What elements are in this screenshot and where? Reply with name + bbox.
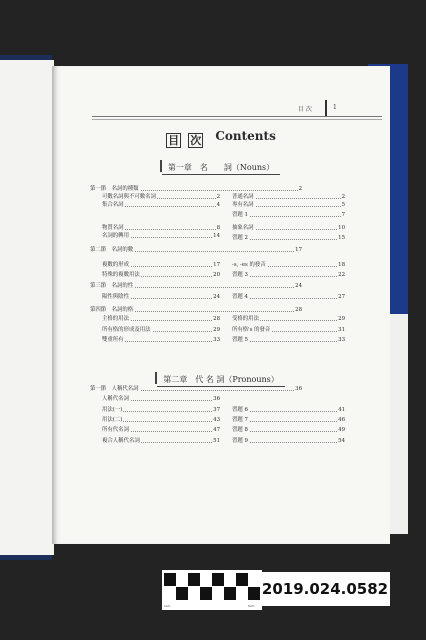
- toc-entry-title: 第一節 人稱代名詞: [90, 386, 139, 392]
- toc-entry-title: 習題 9: [232, 438, 248, 444]
- left-toc-entry: [90, 247, 302, 254]
- toc-entry-page: 29: [338, 316, 345, 322]
- page-title: [52, 129, 390, 148]
- left-toc-entry: [90, 186, 302, 193]
- toc-entry-title: 抽象名詞: [232, 225, 254, 231]
- right-toc-entry: [232, 272, 345, 279]
- ruler-square: [164, 587, 176, 600]
- toc-entry-page: 31: [338, 327, 345, 333]
- left-toc-entry: [102, 294, 220, 301]
- ruler-square: [212, 573, 224, 586]
- left-toc-entry: [102, 407, 220, 414]
- toc-entry-page: 54: [338, 438, 345, 444]
- ruler-square: [236, 587, 248, 600]
- toc-entry-page: 22: [338, 272, 345, 278]
- toc-entry-title: 習題 2: [232, 235, 248, 241]
- toc-entry-page: 27: [338, 294, 345, 300]
- toc-entry-title: 普通名詞: [232, 194, 254, 200]
- chapter-heading-2: 第二章 代 名 詞（Pronouns）: [52, 374, 390, 387]
- title-char-2: 次: [190, 134, 202, 147]
- toc-entry-title: 所有格's 的發音: [232, 327, 271, 333]
- ruler-square: [188, 573, 200, 586]
- left-toc-entry: [102, 225, 220, 232]
- toc-entry-title: 主格的用法: [102, 316, 129, 322]
- toc-entry-title: 所有代名詞: [102, 427, 129, 433]
- header-bar: [325, 100, 327, 116]
- right-toc-entry: [232, 294, 345, 301]
- toc-entry-page: 29: [213, 327, 220, 333]
- left-toc-entry: [102, 327, 220, 334]
- left-toc-entry: [102, 202, 220, 209]
- toc-entry-page: 28: [213, 316, 220, 322]
- toc-entry-page: 47: [213, 427, 220, 433]
- toc-entry-page: 43: [213, 417, 220, 423]
- toc-entry-title: 名詞的轉用: [102, 233, 129, 239]
- toc-entry-title: 第一節 名詞的種類: [90, 186, 139, 192]
- header-rule-secondary: [92, 119, 382, 120]
- ruler-square: [188, 587, 200, 600]
- toc-entry-title: 第四節 名詞的格: [90, 307, 134, 313]
- toc-entry-page: 20: [213, 272, 220, 278]
- toc-entry-title: 複數的形成: [102, 262, 129, 268]
- right-toc-entry: [232, 407, 345, 414]
- right-toc-entry: [232, 438, 345, 445]
- toc-entry-page: 46: [338, 417, 345, 423]
- toc-entry-title: 習題 6: [232, 407, 248, 413]
- left-toc-entry: [90, 386, 302, 393]
- left-toc-entry: [90, 283, 302, 290]
- toc-entry-page: 18: [338, 262, 345, 268]
- header-page-number: 1: [333, 104, 337, 111]
- toc-entry-page: 37: [213, 407, 220, 413]
- toc-entry-page: 2: [298, 186, 302, 192]
- toc-entry-page: 15: [338, 235, 345, 241]
- toc-entry-page: 5: [341, 202, 345, 208]
- toc-entry-title: 複合人稱代名詞: [102, 438, 140, 444]
- toc-entry-title: 可數名詞與不可數名詞: [102, 194, 156, 200]
- left-toc-entry: [102, 262, 220, 269]
- ruler-square: [236, 573, 248, 586]
- toc-entry-page: 8: [216, 225, 220, 231]
- left-toc-entry: [102, 337, 220, 344]
- toc-entry-title: 人稱代名詞: [102, 396, 129, 402]
- toc-entry-page: 36: [295, 386, 302, 392]
- toc-entry-page: 10: [338, 225, 345, 231]
- toc-entry-title: 習題 8: [232, 427, 248, 433]
- toc-page: [52, 66, 390, 544]
- left-toc-entry: [102, 417, 220, 424]
- toc-entry-title: 受格的用法: [232, 316, 259, 322]
- toc-entry-title: 習題 4: [232, 294, 248, 300]
- toc-entry-page: 24: [213, 294, 220, 300]
- toc-entry-page: 33: [338, 337, 345, 343]
- ruler-right-label: 5cm: [248, 604, 255, 608]
- toc-entry-title: 習題 3: [232, 272, 248, 278]
- toc-entry-title: 所有格的形成及用法: [102, 327, 151, 333]
- header-left-text: 目 次: [298, 106, 312, 113]
- toc-entry-page: 41: [338, 407, 345, 413]
- toc-entry-page: 17: [295, 247, 302, 253]
- chapter-heading-1: 第一章 名 詞（Nouns）: [52, 162, 390, 175]
- ruler-square: [164, 573, 176, 586]
- title-english: Contents: [215, 129, 276, 143]
- right-toc-entry: [232, 417, 345, 424]
- toc-entry-title: 習題 1: [232, 212, 248, 218]
- right-toc-entry: [232, 327, 345, 334]
- toc-entry-page: 14: [213, 233, 220, 239]
- toc-entry-page: 33: [213, 337, 220, 343]
- header-rule: [92, 116, 382, 117]
- toc-entry-page: 4: [216, 202, 220, 208]
- toc-entry-title: 集合名詞: [102, 202, 124, 208]
- toc-entry-page: 49: [338, 427, 345, 433]
- toc-entry-page: 17: [213, 262, 220, 268]
- toc-entry-title: 特殊的複數用法: [102, 272, 140, 278]
- ruler-square: [224, 573, 236, 586]
- toc-entry-page: 2: [216, 194, 220, 200]
- toc-entry-page: 28: [295, 307, 302, 313]
- left-toc-entry: [102, 272, 220, 279]
- right-toc-entry: [232, 202, 345, 209]
- left-toc-entry: [102, 438, 220, 445]
- ruler-square: [224, 587, 236, 600]
- ruler-square: [176, 573, 188, 586]
- toc-entry-title: 專有名詞: [232, 202, 254, 208]
- right-toc-entry: [232, 235, 345, 242]
- toc-entry-title: 用法(一): [102, 407, 123, 413]
- left-toc-entry: [102, 316, 220, 323]
- right-toc-entry: [232, 262, 345, 269]
- right-toc-entry: [232, 316, 345, 323]
- toc-entry-page: 36: [213, 396, 220, 402]
- toc-entry-title: 第二節 名詞的數: [90, 247, 134, 253]
- left-toc-entry: [90, 307, 302, 314]
- left-page-edge: [0, 60, 54, 555]
- accession-number: 2019.024.0582: [260, 572, 390, 606]
- right-toc-entry: [232, 212, 345, 219]
- right-toc-entry: [232, 337, 345, 344]
- toc-entry-title: 習題 7: [232, 417, 248, 423]
- left-toc-entry: [102, 233, 220, 240]
- ruler-square: [248, 573, 260, 586]
- ruler-square: [200, 587, 212, 600]
- left-toc-entry: [102, 427, 220, 434]
- toc-entry-page: 51: [213, 438, 220, 444]
- left-toc-entry: [102, 194, 220, 201]
- ruler-square: [176, 587, 188, 600]
- toc-entry-title: 用法(二): [102, 417, 123, 423]
- ruler-square: [212, 587, 224, 600]
- toc-entry-title: 雙重所有: [102, 337, 124, 343]
- title-char-1: 目: [168, 134, 180, 147]
- toc-entry-title: -s, -es 的發音: [232, 262, 266, 268]
- color-ruler: [162, 570, 262, 610]
- toc-entry-title: 陽性與陰性: [102, 294, 129, 300]
- ruler-square: [248, 587, 260, 600]
- left-toc-entry: [102, 396, 220, 403]
- toc-entry-page: 2: [341, 194, 345, 200]
- ruler-square: [200, 573, 212, 586]
- toc-entry-title: 第三節 名詞的性: [90, 283, 134, 289]
- ruler-left-label: 1cm: [164, 604, 171, 608]
- right-toc-entry: [232, 427, 345, 434]
- right-toc-entry: [232, 225, 345, 232]
- toc-entry-title: 物質名詞: [102, 225, 124, 231]
- toc-entry-title: 習題 5: [232, 337, 248, 343]
- toc-entry-page: 24: [295, 283, 302, 289]
- right-toc-entry: [232, 194, 345, 201]
- toc-entry-page: 7: [341, 212, 345, 218]
